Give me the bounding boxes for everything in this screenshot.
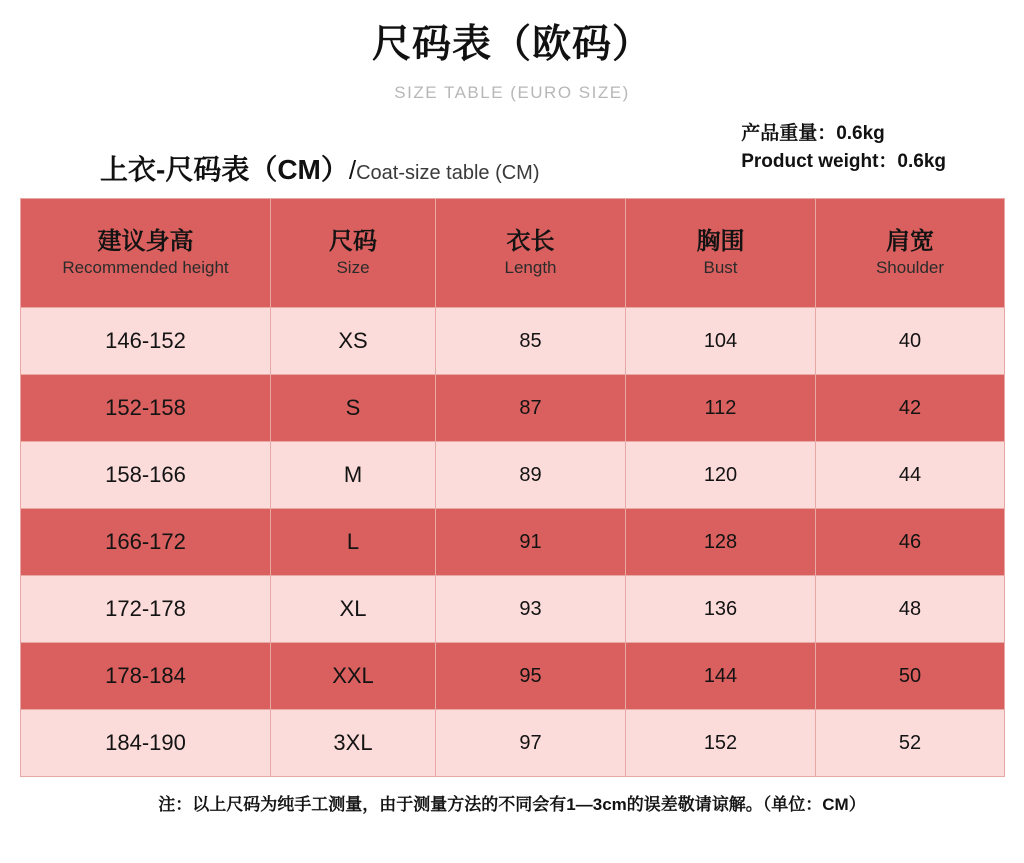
table-header-row [21, 199, 1005, 308]
cell-size: S [271, 375, 436, 442]
cell-height: 152-158 [21, 375, 271, 442]
column-header-height [21, 199, 271, 308]
column-header-shoulder [816, 199, 1005, 308]
table-row [21, 375, 1005, 442]
table-row [21, 710, 1005, 777]
cell-height: 158-166 [21, 442, 271, 509]
table-caption-cn: 上衣-尺码表（CM） [100, 154, 349, 185]
cell-size: XL [271, 576, 436, 643]
cell-size: L [271, 509, 436, 576]
column-header-size-en: Size [336, 258, 370, 278]
column-header-shoulder-cn: 肩宽 [886, 227, 934, 255]
cell-length: 89 [436, 442, 626, 509]
product-weight-block [741, 120, 946, 175]
cell-bust: 120 [626, 442, 816, 509]
cell-length: 95 [436, 643, 626, 710]
cell-height: 172-178 [21, 576, 271, 643]
cell-bust: 112 [626, 375, 816, 442]
product-weight-cn: 产品重量：0.6kg [741, 123, 885, 144]
column-header-shoulder-en: Shoulder [875, 258, 945, 278]
column-header-size-cn: 尺码 [329, 227, 377, 255]
cell-size: M [271, 442, 436, 509]
cell-size: 3XL [271, 710, 436, 777]
table-caption-en: Coat-size table (CM) [356, 162, 540, 184]
cell-length: 87 [436, 375, 626, 442]
cell-length: 97 [436, 710, 626, 777]
cell-bust: 104 [626, 308, 816, 375]
cell-shoulder: 50 [816, 643, 1005, 710]
size-table [20, 198, 1005, 777]
product-weight-en: Product weight：0.6kg [741, 150, 946, 172]
cell-length: 85 [436, 308, 626, 375]
cell-height: 166-172 [21, 509, 271, 576]
table-row [21, 442, 1005, 509]
cell-size: XXL [271, 643, 436, 710]
page-title: 尺码表（欧码） [371, 23, 652, 66]
footnote: 注：以上尺码为纯手工测量，由于测量方法的不同会有1—3cm的误差敬请谅解。（单位：CM） [158, 795, 866, 814]
cell-height: 178-184 [21, 643, 271, 710]
column-header-size [271, 199, 436, 308]
table-caption [100, 148, 540, 188]
column-header-length-en: Length [504, 258, 557, 278]
table-row [21, 509, 1005, 576]
cell-bust: 152 [626, 710, 816, 777]
cell-height: 184-190 [21, 710, 271, 777]
table-row [21, 576, 1005, 643]
cell-length: 91 [436, 509, 626, 576]
column-header-length [436, 199, 626, 308]
cell-shoulder: 46 [816, 509, 1005, 576]
column-header-height-en: Recommended height [62, 258, 229, 278]
page-subtitle: SIZE TABLE (EURO SIZE) [394, 82, 630, 102]
column-header-bust [626, 199, 816, 308]
table-caption-slash: / [348, 155, 357, 185]
column-header-height-cn: 建议身高 [97, 227, 194, 255]
cell-size: XS [271, 308, 436, 375]
cell-shoulder: 40 [816, 308, 1005, 375]
cell-shoulder: 52 [816, 710, 1005, 777]
cell-height: 146-152 [21, 308, 271, 375]
cell-bust: 144 [626, 643, 816, 710]
cell-shoulder: 44 [816, 442, 1005, 509]
cell-length: 93 [436, 576, 626, 643]
cell-shoulder: 42 [816, 375, 1005, 442]
cell-bust: 128 [626, 509, 816, 576]
cell-bust: 136 [626, 576, 816, 643]
column-header-bust-en: Bust [703, 258, 738, 278]
table-row [21, 643, 1005, 710]
size-table-body [21, 308, 1005, 777]
size-table-head [21, 199, 1005, 308]
cell-shoulder: 48 [816, 576, 1005, 643]
column-header-length-cn: 衣长 [506, 227, 555, 255]
table-row [21, 308, 1005, 375]
column-header-bust-cn: 胸围 [696, 227, 745, 255]
